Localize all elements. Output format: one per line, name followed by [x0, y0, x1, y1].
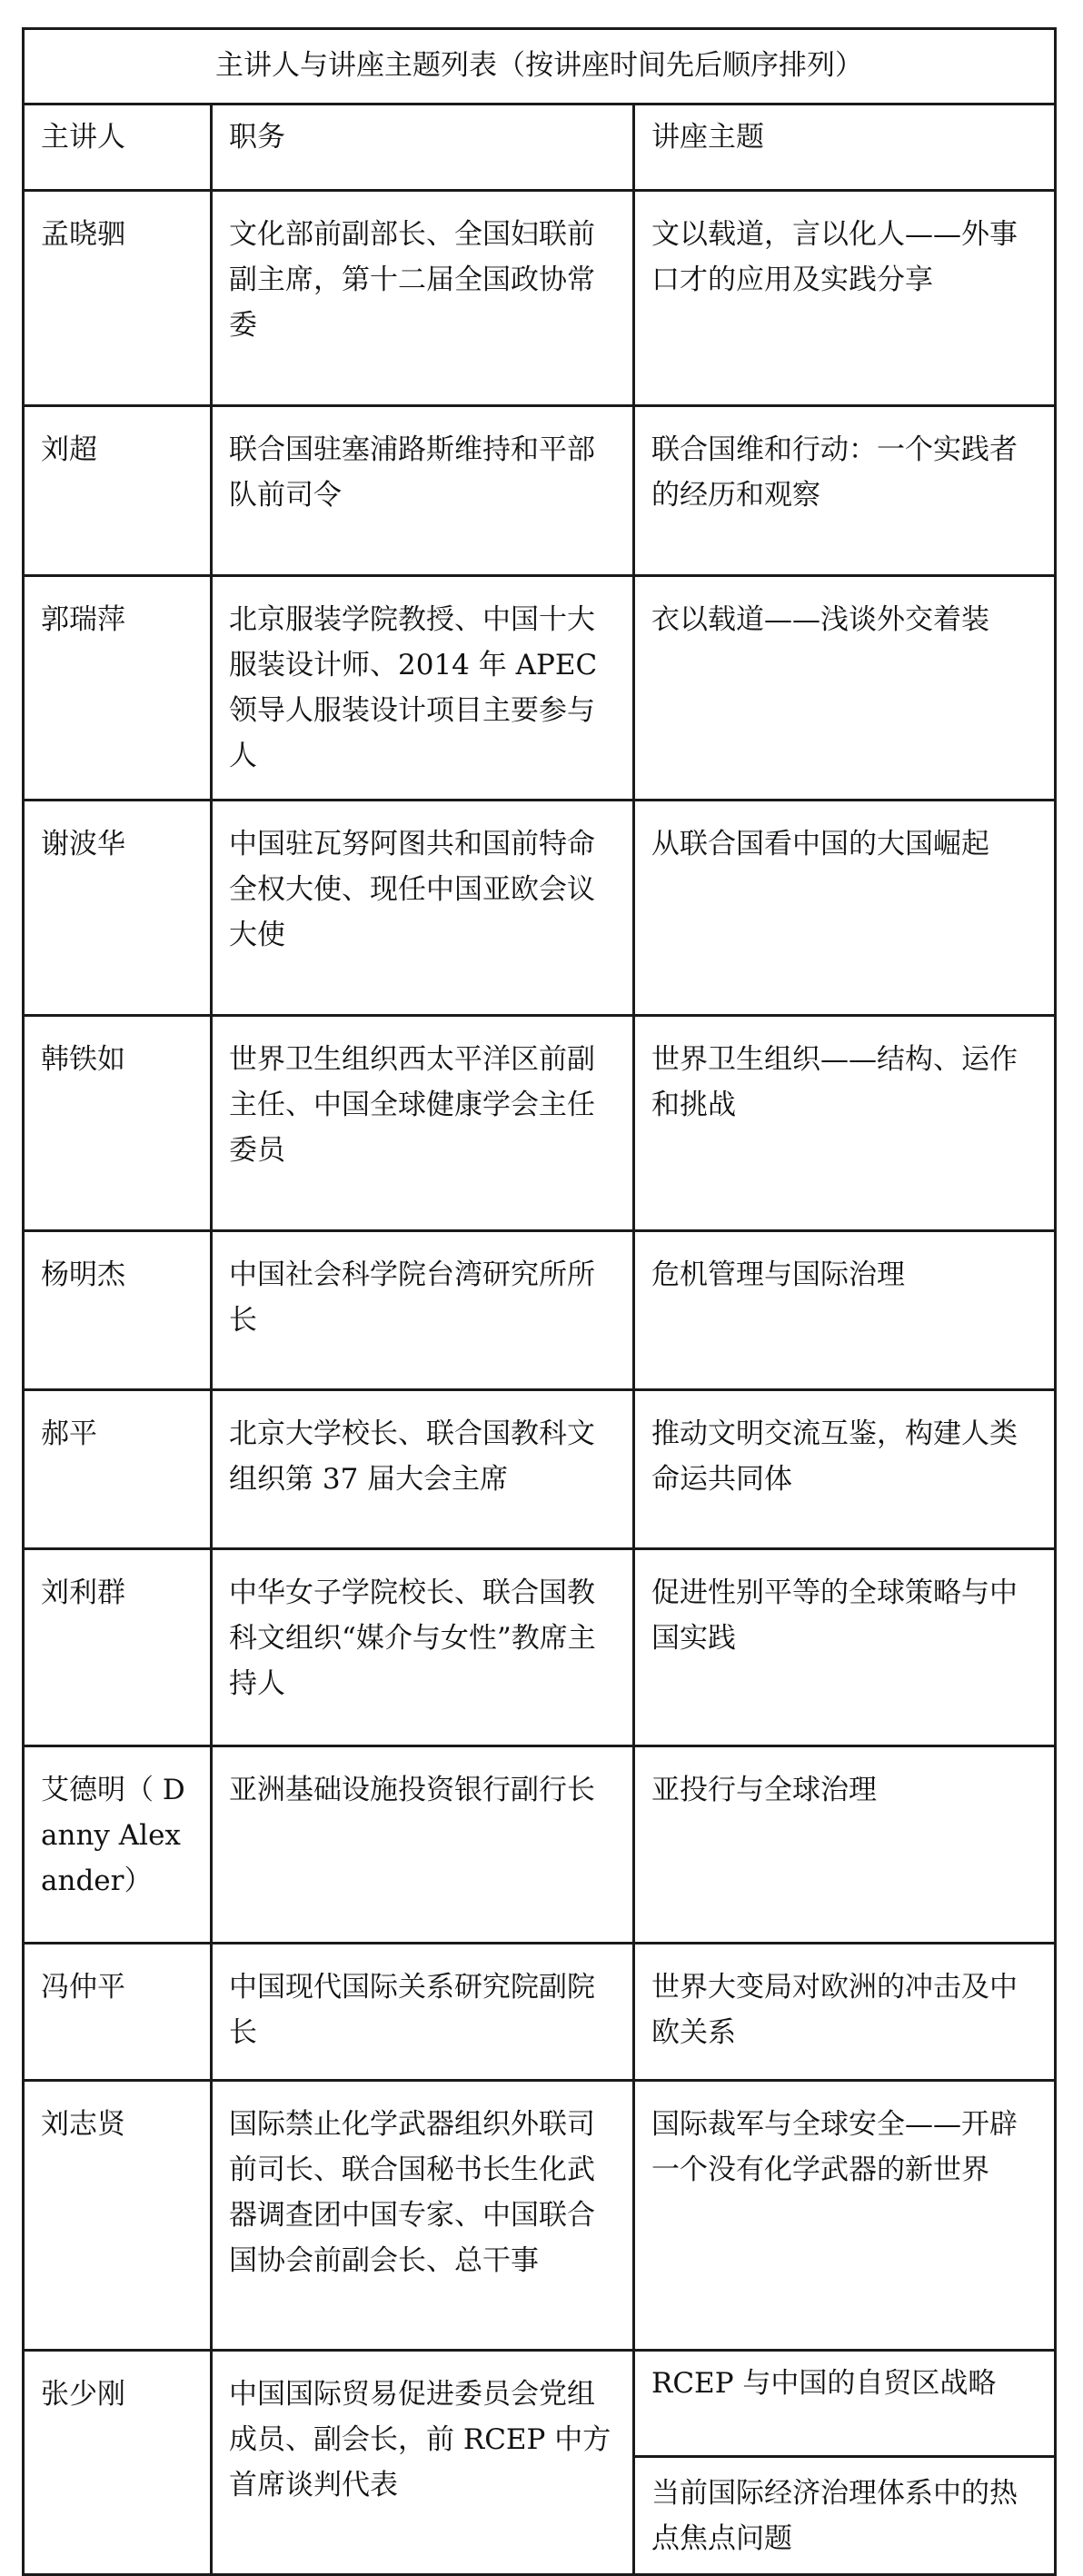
- table-title-row: [24, 29, 1056, 104]
- table-row: [24, 191, 1056, 406]
- speaker-cell: 刘利群: [24, 1549, 212, 1746]
- header-speaker: 主讲人: [24, 104, 212, 191]
- table-row: [24, 1016, 1056, 1231]
- topic-cell: 联合国维和行动：一个实践者的经历和观察: [634, 406, 1056, 576]
- speaker-cell: 韩铁如: [24, 1016, 212, 1231]
- table-row: [24, 801, 1056, 1016]
- topic-cell: 世界大变局对欧洲的冲击及中欧关系: [634, 1944, 1056, 2081]
- table-row: [24, 1746, 1056, 1944]
- topic-cell: [634, 2351, 1056, 2575]
- topic-cell: 国际裁军与全球安全——开辟一个没有化学武器的新世界: [634, 2081, 1056, 2351]
- table-row: [24, 406, 1056, 576]
- speaker-cell: 张少刚: [24, 2351, 212, 2575]
- topic-cell: 世界卫生组织——结构、运作和挑战: [634, 1016, 1056, 1231]
- table-row: [24, 2081, 1056, 2351]
- speaker-cell: 艾德明（ Danny Alexander）: [24, 1746, 212, 1944]
- position-cell: 文化部前副部长、全国妇联前副主席，第十二届全国政协常委: [212, 191, 634, 406]
- position-cell: 世界卫生组织西太平洋区前副主任、中国全球健康学会主任委员: [212, 1016, 634, 1231]
- speaker-topic-table: [22, 27, 1057, 2576]
- speaker-cell: 郭瑞萍: [24, 576, 212, 801]
- topic-cell: 文以载道，言以化人——外事口才的应用及实践分享: [634, 191, 1056, 406]
- speaker-cell: 刘超: [24, 406, 212, 576]
- topic-cell: 危机管理与国际治理: [634, 1231, 1056, 1390]
- position-cell: 联合国驻塞浦路斯维持和平部队前司令: [212, 406, 634, 576]
- speaker-cell: 谢波华: [24, 801, 212, 1016]
- header-position: 职务: [212, 104, 634, 191]
- position-cell: 中国驻瓦努阿图共和国前特命全权大使、现任中国亚欧会议大使: [212, 801, 634, 1016]
- position-cell: 北京大学校长、联合国教科文组织第 37 届大会主席: [212, 1390, 634, 1549]
- speaker-cell: 孟晓驷: [24, 191, 212, 406]
- position-cell: 中国国际贸易促进委员会党组成员、副会长，前 RCEP 中方首席谈判代表: [212, 2351, 634, 2575]
- table-row: [24, 1390, 1056, 1549]
- position-cell: 北京服装学院教授、中国十大服装设计师、2014 年 APEC 领导人服装设计项目主要参与人: [212, 576, 634, 801]
- topic-item: RCEP 与中国的自贸区战略: [635, 2352, 1054, 2458]
- position-cell: 国际禁止化学武器组织外联司前司长、联合国秘书长生化武器调查团中国专家、中国联合国协会前副会长、总干事: [212, 2081, 634, 2351]
- position-cell: 亚洲基础设施投资银行副行长: [212, 1746, 634, 1944]
- table-row: [24, 1231, 1056, 1390]
- speaker-cell: 刘志贤: [24, 2081, 212, 2351]
- position-cell: 中国社会科学院台湾研究所所长: [212, 1231, 634, 1390]
- speaker-cell: 郝平: [24, 1390, 212, 1549]
- topic-cell: 从联合国看中国的大国崛起: [634, 801, 1056, 1016]
- speaker-cell: 冯仲平: [24, 1944, 212, 2081]
- table-header-row: [24, 104, 1056, 191]
- topic-cell: 推动文明交流互鉴，构建人类命运共同体: [634, 1390, 1056, 1549]
- table-title: 主讲人与讲座主题列表（按讲座时间先后顺序排列）: [24, 29, 1056, 104]
- table-row: [24, 1944, 1056, 2081]
- table-row: [24, 2351, 1056, 2575]
- topic-cell: 亚投行与全球治理: [634, 1746, 1056, 1944]
- table-row: [24, 1549, 1056, 1746]
- table-row: [24, 576, 1056, 801]
- position-cell: 中国现代国际关系研究院副院长: [212, 1944, 634, 2081]
- topic-cell: 促进性别平等的全球策略与中国实践: [634, 1549, 1056, 1746]
- position-cell: 中华女子学院校长、联合国教科文组织“媒介与女性”教席主持人: [212, 1549, 634, 1746]
- topic-cell: 衣以载道——浅谈外交着装: [634, 576, 1056, 801]
- topic-item: 当前国际经济治理体系中的热点焦点问题: [651, 2477, 1018, 2555]
- header-topic: 讲座主题: [634, 104, 1056, 191]
- speaker-cell: 杨明杰: [24, 1231, 212, 1390]
